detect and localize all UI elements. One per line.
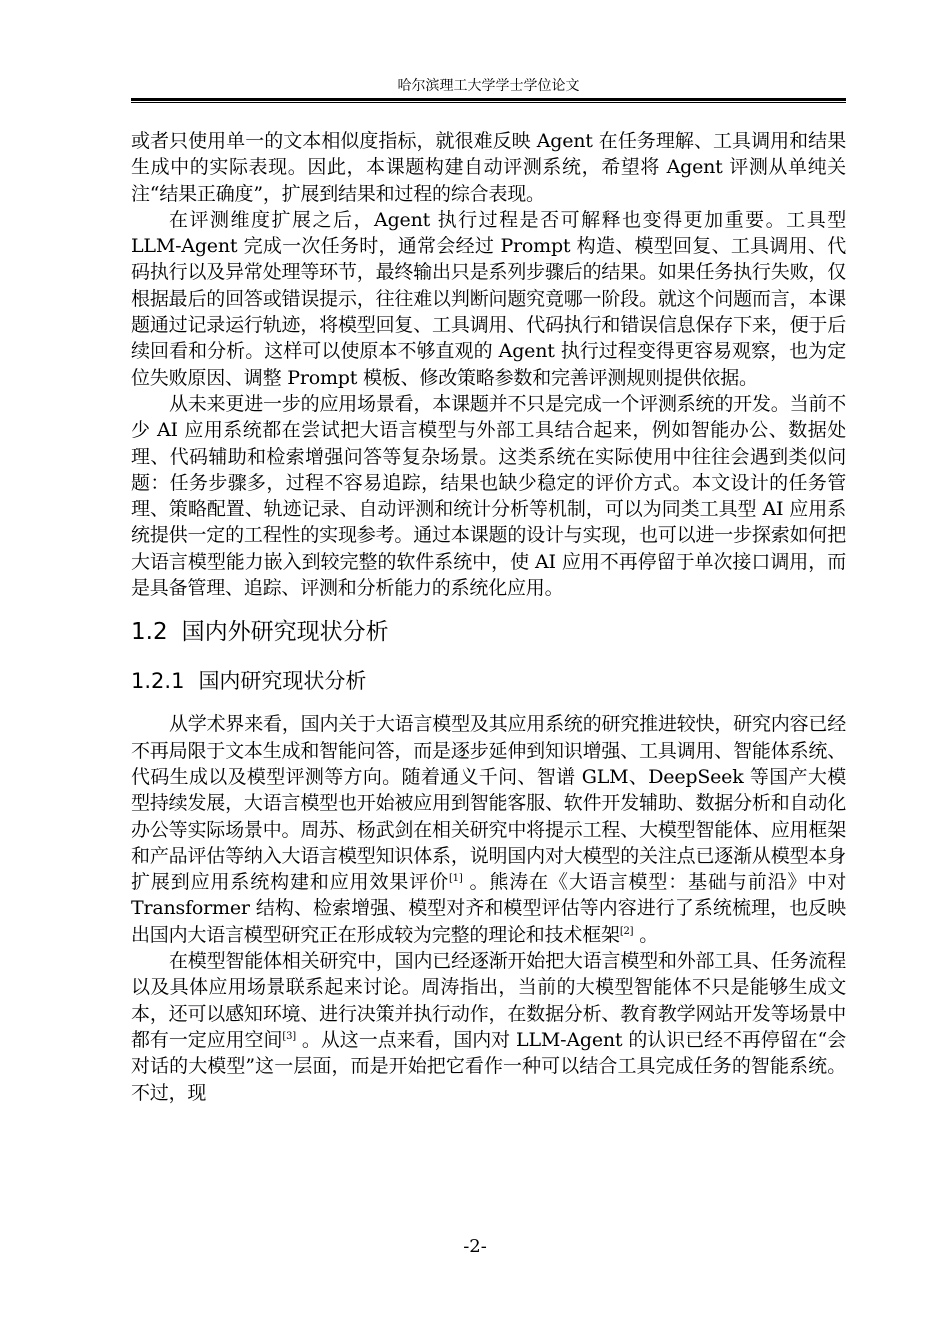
paragraph: 在评测维度扩展之后，Agent 执行过程是否可解释也变得更加重要。工具型 LLM-Agent 完成一次任务时，通常会经过 Prompt 构造、模型回复、工具调用、代码执行以及异常处理等环节，最终输出只是系列步骤后的结果。如果任务执行失败，仅根据最后的回答或错误提示，往往难以判断问题究竟哪一阶段。就这个问题而言，本课题通过记录运行轨迹，将模型回复、工具调用、代码执行和错误信息保存下来，便于后续回看和分析。这样可以使原本不够直观的 Agent 执行过程变得更容易观察，也为定位失败原因、调整 Prompt 模板、修改策略参数和完善评测规则提供依据。 — [131, 208, 846, 389]
paragraph-text: 。熊涛在《大语言模型：基础与前沿》中对 Transformer 结构、检索增强、模型对齐和模型评估等内容进行了系统梳理，也反映出国内大语言模型研究正在形成较为完整的理论和技术框架 — [131, 871, 846, 946]
paragraph: 从未来更进一步的应用场景看，本课题并不只是完成一个评测系统的开发。当前不少 AI 应用系统都在尝试把大语言模型与外部工具结合起来，例如智能办公、数据处理、代码辅助和检索增强问答等复杂场景。这类系统在实际使用中往往会遇到类似问题：任务步骤多，过程不容易追踪，结果也缺少稳定的评价方式。本文设计的任务管理、策略配置、轨迹记录、自动评测和统计分析等机制，可以为同类工具型 AI 应用系统提供一定的工程性的实现参考。通过本课题的设计与实现，也可以进一步探索如何把大语言模型能力嵌入到较完整的软件系统中，使 AI 应用不再停留于单次接口调用，而是具备管理、追踪、评测和分析能力的系统化应用。 — [131, 392, 846, 600]
section-number: 1.2 — [131, 619, 168, 646]
page-number: -2- — [463, 1236, 487, 1257]
subsection-heading — [131, 667, 846, 695]
paragraph — [131, 948, 846, 1106]
paragraph-text: 。 — [633, 923, 659, 946]
citation-ref: [2] — [619, 925, 634, 937]
running-header: 哈尔滨理工大学学士学位论文 — [397, 78, 580, 94]
paragraph-text: 在模型智能体相关研究中，国内已经逐渐开始把大语言模型和外部工具、任务流程以及具体应用场景联系起来讨论。周涛指出，当前的大模型智能体不只是能够生成文本，还可以感知环境、进行决策并执行动作，在数据分析、教育教学网站开发等场景中都有一定应用空间 — [131, 950, 846, 1051]
citation-ref: [1] — [448, 873, 463, 885]
paragraph — [131, 711, 846, 948]
subsection-title: 国内研究现状分析 — [198, 669, 367, 694]
section-title: 国内外研究现状分析 — [181, 619, 389, 646]
paragraph-text: 从学术界来看，国内关于大语言模型及其应用系统的研究推进较快，研究内容已经不再局限于文本生成和智能问答，而是逐步延伸到知识增强、工具调用、智能体系统、代码生成以及模型评测等方向。随着通义千问、智谱 GLM、DeepSeek 等国产大模型持续发展，大语言模型也开始被应用到智能客服、软件开发辅助、数据分析和自动化办公等实际场景中。周苏、杨武剑在相关研究中将提示工程、大模型智能体、应用框架和产品评估等纳入大语言模型知识体系，说明国内对大模型的关注点已逐渐从模型本身扩展到应用系统构建和应用效果评价 — [131, 713, 846, 894]
paragraph-text: 。从这一点来看，国内对 LLM-Agent 的认识已经不再停留在“会对话的大模型”这一层面，而是开始把它看作一种可以结合工具完成任务的智能系统。不过，现 — [131, 1028, 846, 1104]
page-body — [131, 128, 846, 1106]
subsection-number: 1.2.1 — [131, 669, 185, 694]
section-heading — [131, 617, 846, 647]
paragraph: 或者只使用单一的文本相似度指标，就很难反映 Agent 在任务理解、工具调用和结果生成中的实际表现。因此，本课题构建自动评测系统，希望将 Agent 评测从单纯关注“结果正确度”，扩展到结果和过程的综合表现。 — [131, 130, 846, 205]
citation-ref: [3] — [282, 1030, 296, 1042]
header-rule — [131, 98, 846, 103]
